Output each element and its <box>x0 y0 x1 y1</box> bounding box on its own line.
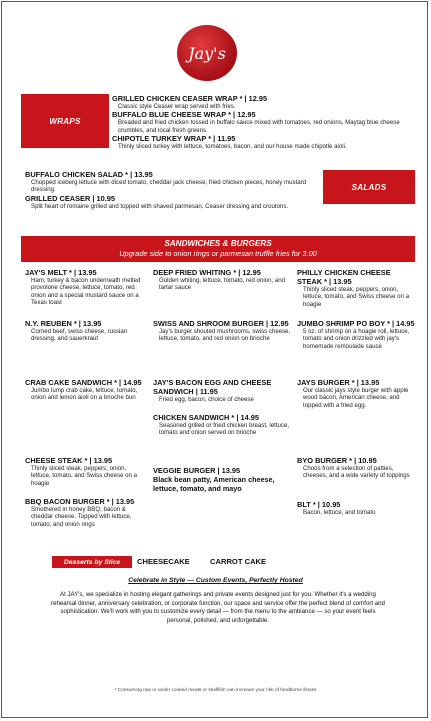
desserts-label: Desserts by Slice <box>63 558 121 566</box>
item-title: PHILLY CHICKEN CHEESE STEAK * | 13.95 <box>297 268 391 286</box>
dessert-carrot-cake: CARROT CAKE <box>210 557 267 566</box>
wrap-1-title: GRILLED CHICKEN CEASER WRAP * | 12.95 <box>112 94 268 103</box>
salads-label-box <box>323 170 415 204</box>
menu-item <box>25 456 147 487</box>
salads-label: SALADS <box>351 182 387 192</box>
item-title: SWISS AND SHROOM BURGER | 12.95 <box>153 319 289 328</box>
menu-item <box>153 466 293 493</box>
item-title: CHICKEN SANDWICH * | 14.95 <box>153 413 259 422</box>
item-title: DEEP FRIED WHITING * | 12.95 <box>153 268 261 277</box>
jays-logo <box>177 25 237 81</box>
sandwiches-banner <box>21 236 415 262</box>
menu-item <box>297 268 415 308</box>
menu-item <box>297 319 415 350</box>
salad-1-title: BUFFALO CHICKEN SALAD * | 13.95 <box>25 170 153 179</box>
raw-food-footnote: * Consuming raw or under cooked meats or shellfish can increase your risk of foodborne illness <box>114 688 317 693</box>
menu-item <box>153 378 293 403</box>
wraps-items <box>112 94 412 150</box>
menu-item <box>25 319 147 343</box>
item-desc: Jay's burger shouted mushrooms, swiss cheese, lettuce, tomato, and red onion on brioche <box>159 328 291 343</box>
menu-item <box>153 268 293 292</box>
salad-2-title: GRILLED CEASER | 10.95 <box>25 193 115 203</box>
menu-item <box>25 378 147 402</box>
item-desc: Smothered in honey BBQ, bacon & cheddar cheese. Topped with lettuce, tomato, and onion rings <box>31 506 132 528</box>
salad-1-desc: Chopped iceberg lettuce with diced tomato, cheddar jack cheese, fried chicken pieces, honey mustard dressing. <box>31 179 307 194</box>
wrap-2-title: BUFFALO BLUE CHEESE WRAP * | 12.95 <box>112 110 256 120</box>
item-title: N.Y. REUBEN * | 13.95 <box>25 319 102 328</box>
item-title: BYO BURGER * | 10.95 <box>297 456 377 465</box>
wrap-3-desc: Thinly sliced turkey with lettuce, tomatoes, bacon, and our house made chipotle aioli. <box>118 142 347 150</box>
menu-item <box>297 456 415 480</box>
item-desc: Seasoned grilled or fried chicken breast, lettuce, tomato and onion served on brioche <box>159 422 290 437</box>
item-desc: Ham, turkey & bacon underneath melted provolone cheese, lettuce, tomato, red onion and a special mustard sauce on a Texas toast <box>31 277 141 306</box>
wrap-3-title: CHIPOTLE TURKEY WRAP * | 11.95 <box>112 133 236 143</box>
item-desc: Thinly sliced steak, peppers, onion, lettuce, tomato, and Swiss cheese on a hoagie <box>303 286 410 308</box>
sandwiches-title: SANDWICHES & BURGERS <box>164 239 272 248</box>
wraps-label: WRAPS <box>49 116 81 126</box>
item-title: BBQ BACON BURGER * | 13.95 <box>25 497 135 506</box>
item-desc: Bacon, lettuce, and tomato <box>303 509 376 516</box>
item-desc: 5 oz. of shrimp on a hoagie roll, lettuce, tomato and onion drizzled with jay's homemade remoulade sauce <box>303 328 410 350</box>
item-title: JAY'S MELT * | 13.95 <box>25 268 97 277</box>
item-desc: Jumbo lump crab cake, lettuce, tomato, onion and lemon aioli on a brioche bun <box>31 387 138 402</box>
dessert-cheesecake: CHEESECAKE <box>137 557 190 566</box>
item-title: JAYS BURGER * | 13.95 <box>297 378 380 387</box>
sandwiches-subtitle: Upgrade side to onion rings or parmesan truffle fries for 3.00 <box>119 249 317 258</box>
item-title: BLT * | 10.95 <box>297 500 341 509</box>
item-desc: Thinly sliced steak, peppers, onion, lettuce, tomato, and Swiss cheese on a hoagie <box>31 465 138 487</box>
menu-item <box>153 413 293 437</box>
menu-item <box>297 500 415 516</box>
salads-items <box>25 170 317 210</box>
item-desc: Black bean patty, American cheese, lettuce, tomato, and mayo <box>153 475 275 493</box>
wrap-1-desc: Classic style Ceaser wrap served with fries. <box>118 103 236 110</box>
item-desc: Golden whiting, lettuce, tomato, red onion, and tartar sauce <box>159 277 286 292</box>
menu-item <box>25 497 147 528</box>
desserts-label-box <box>52 556 132 568</box>
menu-item <box>153 319 293 343</box>
item-desc: Corned beef, swiss cheese, russian dressing, and sauerkraut <box>31 328 128 343</box>
item-desc: Fried egg, bacon, choice of cheese <box>159 396 254 403</box>
item-title: VEGGIE BURGER | 13.95 <box>153 466 241 475</box>
item-desc: Choos from a selection of patties, cheeses, and a wide variety of toppings <box>303 465 410 480</box>
wraps-label-box <box>21 94 109 148</box>
events-title: Celebrate in Style — Custom Events, Perfectly Hosted <box>128 577 303 584</box>
salad-2-desc: Split heart of romaine grilled and topped with shaved parmesan, Ceaser dressing and croutons. <box>31 202 289 210</box>
item-desc: Our classic jays style burger with apple wood bacon, American cheese, and topped with a fried egg. <box>303 387 409 409</box>
logo-text: Jay's <box>188 43 226 63</box>
item-title: JUMBO SHRIMP PO BOY * | 14.95 <box>297 319 415 328</box>
wrap-2-desc: Breaded and fried chicken tossed in buffalo sauce mixed with tomatoes, red onions, Maytag blue cheese crumbles, and local fresh greens. <box>118 119 400 134</box>
item-title: JAY'S BACON EGG AND CHEESE SANDWICH | 11.95 <box>153 378 272 396</box>
item-title: CHEESE STEAK * | 13.95 <box>25 456 113 465</box>
item-title: CRAB CAKE SANDWICH * | 14.95 <box>25 378 142 387</box>
menu-item <box>297 378 415 409</box>
events-body: At JAY's, we specialize in hosting elegant gatherings and private events designed just for you. Whether it's a wedding rehearsal dinner, anniversary celebration, or corporate function, our space and service offer the perfect blend of comfort and sophistication. We'll work with you to customize every detail — from the menu to the ambiance — so your event feels personal, polished, and unforgettable. <box>51 591 385 624</box>
menu-item <box>25 268 147 306</box>
